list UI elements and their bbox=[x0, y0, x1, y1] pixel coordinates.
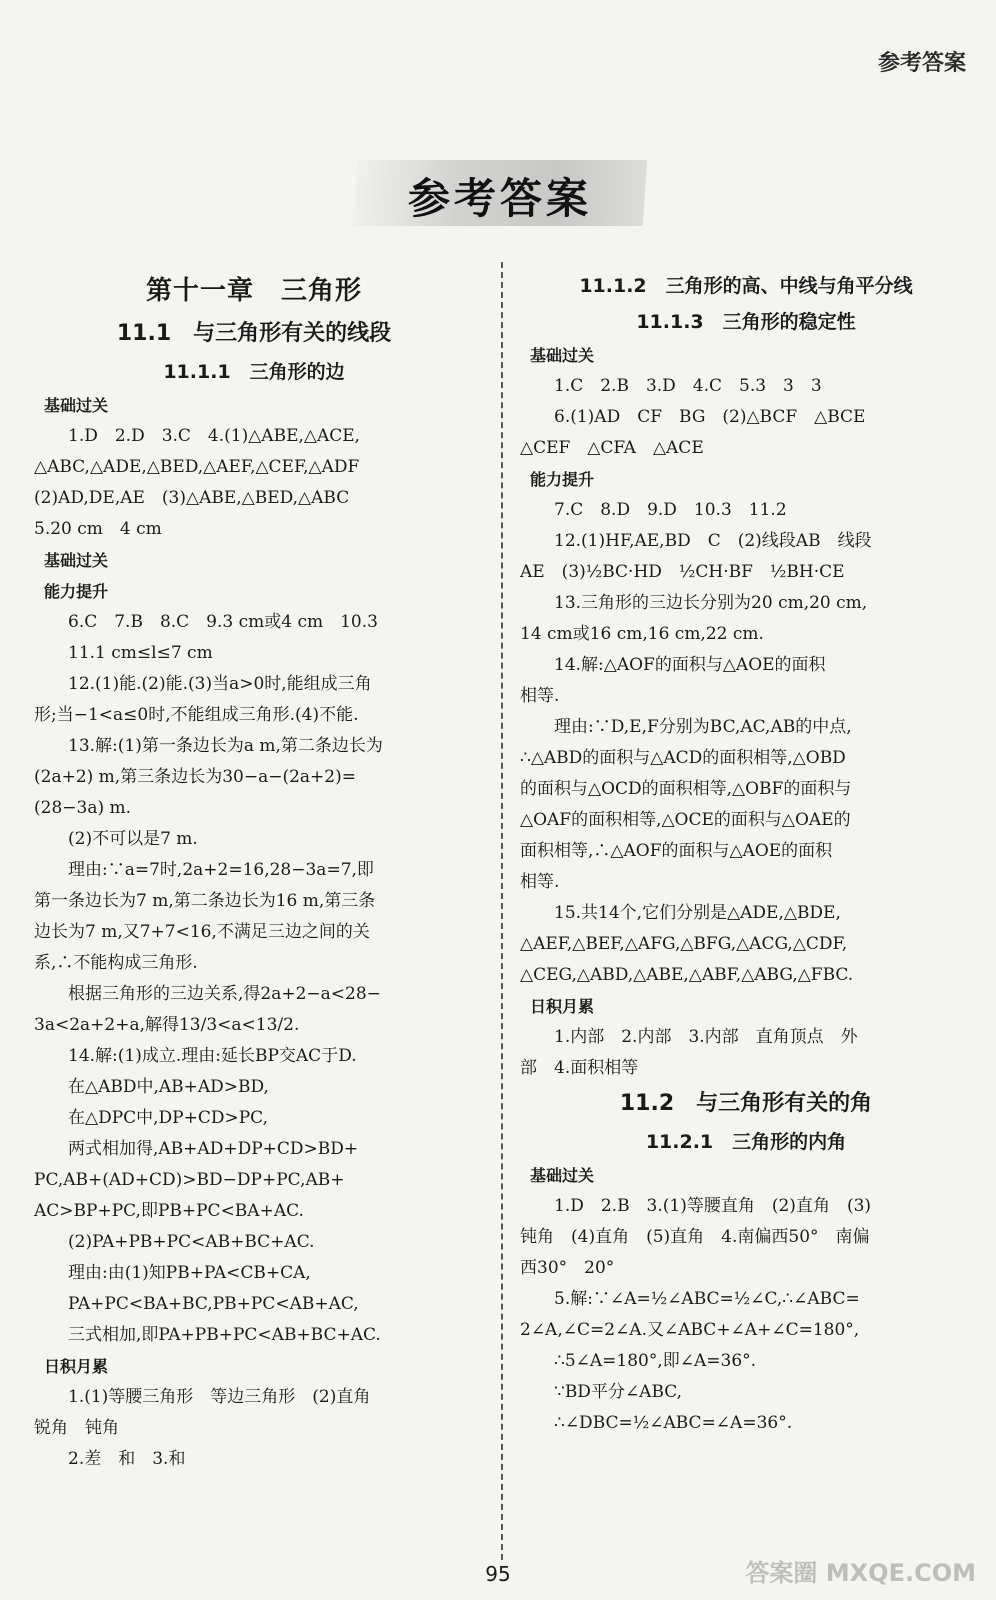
answer-line: PC,AB+(AD+CD)>BD−DP+PC,AB+ bbox=[34, 1170, 345, 1190]
left-column bbox=[34, 268, 474, 1475]
answer-line: 系,∴不能构成三角形. bbox=[34, 953, 198, 973]
answer-line: △AEF,△BEF,△AFG,△BFG,△ACG,△CDF, bbox=[520, 934, 848, 954]
heading: 基础过关 bbox=[44, 396, 109, 415]
answer-line: 5.20 cm 4 cm bbox=[34, 519, 162, 539]
heading: 基础过关 bbox=[44, 551, 109, 570]
heading: 11.1.3 三角形的稳定性 bbox=[636, 311, 856, 333]
watermark-logo: 答案圈 MXQE.COM bbox=[745, 1559, 976, 1587]
answer-line: ∴△ABD的面积与△ACD的面积相等,△OBD bbox=[520, 748, 846, 768]
answer-line: 三式相加,即PA+PB+PC<AB+BC+AC. bbox=[68, 1325, 381, 1345]
heading: 能力提升 bbox=[530, 470, 595, 489]
answer-line: 理由:∵a=7时,2a+2=16,28−3a=7,即 bbox=[68, 860, 374, 880]
answer-line: 边长为7 m,又7+7<16,不满足三边之间的关 bbox=[34, 922, 370, 942]
answer-line: (2)不可以是7 m. bbox=[68, 829, 198, 849]
answer-line: ∴5∠A=180°,即∠A=36°. bbox=[554, 1351, 757, 1371]
answer-line: △CEF △CFA △ACE bbox=[520, 438, 704, 458]
answer-line: 13.三角形的三边长分别为20 cm,20 cm, bbox=[554, 593, 868, 613]
heading: 11.2.1 三角形的内角 bbox=[645, 1131, 847, 1153]
answer-line: 6.C 7.B 8.C 9.3 cm或4 cm 10.3 bbox=[68, 612, 378, 632]
header-label: 参考答案 bbox=[877, 51, 966, 76]
answer-line: 2∠A,∠C=2∠A.又∠ABC+∠A+∠C=180°, bbox=[520, 1320, 860, 1340]
answer-line: 11.1 cm≤l≤7 cm bbox=[68, 643, 213, 663]
answer-line: 1.D 2.D 3.C 4.(1)△ABE,△ACE, bbox=[68, 426, 361, 446]
answer-line: 1.D 2.B 3.(1)等腰直角 (2)直角 (3) bbox=[554, 1196, 872, 1216]
answer-line: 钝角 (4)直角 (5)直角 4.南偏西50° 南偏 bbox=[520, 1227, 870, 1247]
answer-line: 相等. bbox=[520, 686, 560, 706]
answer-line: 14 cm或16 cm,16 cm,22 cm. bbox=[520, 624, 764, 644]
column-divider bbox=[501, 262, 503, 1560]
answer-line: 6.(1)AD CF BG (2)△BCF △BCE bbox=[554, 407, 866, 427]
answer-line: △OAF的面积相等,△OCE的面积与△OAE的 bbox=[520, 810, 851, 830]
answer-line: 部 4.面积相等 bbox=[520, 1058, 639, 1078]
answer-line: 5.解:∵∠A=½∠ABC=½∠C,∴∠ABC= bbox=[554, 1289, 860, 1309]
answer-line: △ABC,△ADE,△BED,△AEF,△CEF,△ADF bbox=[34, 457, 360, 477]
heading: 日积月累 bbox=[44, 1357, 109, 1376]
answer-line: 理由:由(1)知PB+PA<CB+CA, bbox=[68, 1263, 311, 1283]
answer-line: 形;当−1<a≤0时,不能组成三角形.(4)不能. bbox=[34, 705, 359, 725]
answer-line: 面积相等,∴△AOF的面积与△AOE的面积 bbox=[520, 841, 833, 861]
page-title: 参考答案 bbox=[407, 174, 592, 223]
answer-line: 3a<2a+2+a,解得13/3<a<13/2. bbox=[34, 1015, 300, 1035]
answer-line: 1.(1)等腰三角形 等边三角形 (2)直角 bbox=[68, 1387, 371, 1407]
answer-line: 13.解:(1)第一条边长为a m,第二条边长为 bbox=[68, 736, 383, 756]
answer-line: △CEG,△ABD,△ABE,△ABF,△ABG,△FBC. bbox=[520, 965, 854, 985]
answer-line: 14.解:△AOF的面积与△AOE的面积 bbox=[554, 655, 826, 675]
answer-line: 的面积与△OCD的面积相等,△OBF的面积与 bbox=[520, 779, 852, 799]
page-number: 95 bbox=[485, 1562, 511, 1586]
heading: 11.2 与三角形有关的角 bbox=[619, 1091, 873, 1116]
answer-line: 15.共14个,它们分别是△ADE,△BDE, bbox=[554, 903, 841, 923]
heading: 基础过关 bbox=[530, 1166, 595, 1185]
answer-line: 第一条边长为7 m,第二条边长为16 m,第三条 bbox=[34, 891, 376, 911]
answer-line: 两式相加得,AB+AD+DP+CD>BD+ bbox=[68, 1139, 359, 1159]
answer-line: 西30° 20° bbox=[520, 1258, 615, 1278]
answer-line: 12.(1)能.(2)能.(3)当a>0时,能组成三角 bbox=[68, 674, 372, 694]
answer-line: 锐角 钝角 bbox=[34, 1418, 119, 1438]
heading: 日积月累 bbox=[530, 997, 595, 1016]
right-column bbox=[520, 268, 972, 1439]
heading: 11.1.2 三角形的高、中线与角平分线 bbox=[579, 275, 913, 297]
answer-line: 1.内部 2.内部 3.内部 直角顶点 外 bbox=[554, 1027, 858, 1047]
answer-line: (2)AD,DE,AE (3)△ABE,△BED,△ABC bbox=[34, 488, 350, 508]
answer-line: 2.差 和 3.和 bbox=[68, 1449, 186, 1469]
answer-line: 在△ABD中,AB+AD>BD, bbox=[68, 1077, 269, 1097]
heading: 第十一章 三角形 bbox=[145, 276, 362, 306]
answer-line: (28−3a) m. bbox=[34, 798, 132, 818]
answer-line: 在△DPC中,DP+CD>PC, bbox=[68, 1108, 268, 1128]
heading: 11.1 与三角形有关的线段 bbox=[116, 321, 392, 346]
heading: 基础过关 bbox=[530, 346, 595, 365]
answer-line: (2)PA+PB+PC<AB+BC+AC. bbox=[68, 1232, 315, 1252]
answer-line: 7.C 8.D 9.D 10.3 11.2 bbox=[554, 500, 787, 520]
answer-line: (2a+2) m,第三条边长为30−a−(2a+2)= bbox=[34, 767, 356, 787]
answer-line: ∵BD平分∠ABC, bbox=[554, 1382, 683, 1402]
answer-line: PA+PC<BA+BC,PB+PC<AB+AC, bbox=[68, 1294, 359, 1314]
answer-line: 1.C 2.B 3.D 4.C 5.3 3 3 bbox=[554, 376, 822, 396]
answer-line: 根据三角形的三边关系,得2a+2−a<28− bbox=[68, 984, 381, 1004]
heading: 能力提升 bbox=[44, 582, 109, 601]
answer-line: 14.解:(1)成立.理由:延长BP交AC于D. bbox=[68, 1046, 357, 1066]
answer-line: 理由:∵D,E,F分别为BC,AC,AB的中点, bbox=[554, 717, 852, 737]
answer-line: 12.(1)HF,AE,BD C (2)线段AB 线段 bbox=[554, 531, 872, 551]
answer-line: AC>BP+PC,即PB+PC<BA+AC. bbox=[34, 1201, 304, 1221]
heading: 11.1.1 三角形的边 bbox=[163, 361, 345, 383]
answer-line: 相等. bbox=[520, 872, 560, 892]
answer-line: ∴∠DBC=½∠ABC=∠A=36°. bbox=[554, 1413, 793, 1433]
answer-line: AE (3)½BC·HD ½CH·BF ½BH·CE bbox=[520, 562, 845, 582]
